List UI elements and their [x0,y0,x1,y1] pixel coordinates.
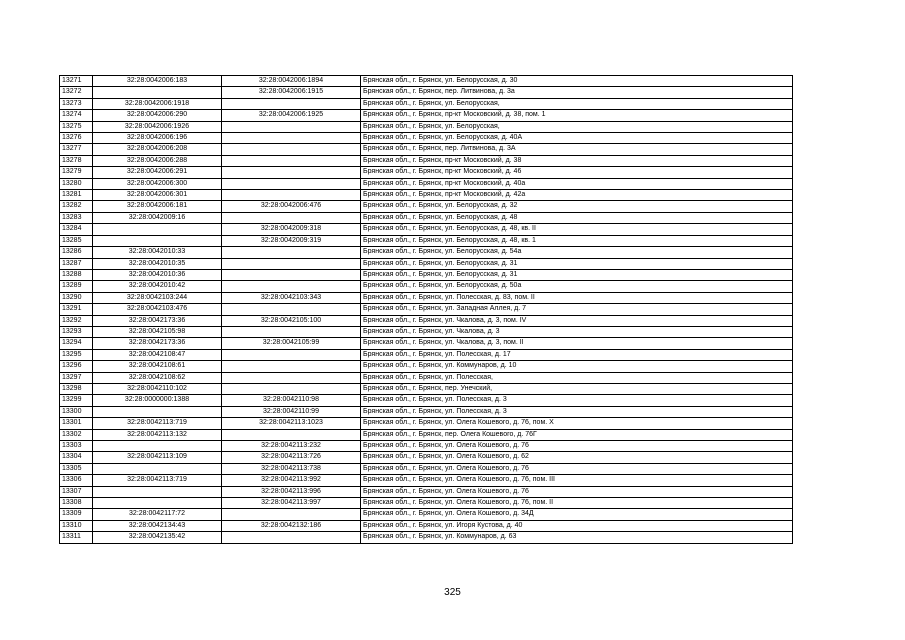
row-number-cell: 13305 [60,463,93,474]
cadastral-number-cell: 32:28:0042009:16 [93,212,222,223]
row-number-cell: 13272 [60,87,93,98]
cadastral-number-cell [93,441,222,452]
object-number-cell: 32:28:0042113:232 [222,441,361,452]
cadastral-number-cell: 32:28:0042173:36 [93,315,222,326]
cadastral-number-cell: 32:28:0042006:300 [93,178,222,189]
cadastral-number-cell: 32:28:0042108:61 [93,361,222,372]
address-cell: Брянская обл., г. Брянск, пр-кт Московский, д. 46 [361,167,793,178]
address-cell: Брянская обл., г. Брянск, пр-кт Московский, д. 40а [361,178,793,189]
object-number-cell: 32:28:0042113:726 [222,452,361,463]
address-cell: Брянская обл., г. Брянск, ул. Олега Кошевого, д. 76, пом. II [361,498,793,509]
cadastral-number-cell [93,498,222,509]
cadastral-number-cell [93,87,222,98]
object-number-cell [222,304,361,315]
address-cell: Брянская обл., г. Брянск, ул. Игоря Кустова, д. 40 [361,520,793,531]
cadastral-number-cell: 32:28:0042173:36 [93,338,222,349]
cadastral-number-cell: 32:28:0042113:132 [93,429,222,440]
row-number-cell: 13289 [60,281,93,292]
address-cell: Брянская обл., г. Брянск, пер. Олега Кошевого, д. 76Г [361,429,793,440]
row-number-cell: 13306 [60,475,93,486]
address-cell: Брянская обл., г. Брянск, ул. Белорусская, д. 31 [361,269,793,280]
cadastral-number-cell [93,463,222,474]
table-row [60,383,793,394]
page-number: 325 [444,587,461,598]
row-number-cell: 13304 [60,452,93,463]
address-cell: Брянская обл., г. Брянск, ул. Белорусская, д. 48 [361,212,793,223]
row-number-cell: 13291 [60,304,93,315]
object-number-cell [222,532,361,543]
address-cell: Брянская обл., г. Брянск, ул. Белорусская, [361,98,793,109]
table-row [60,315,793,326]
cadastral-number-cell: 32:28:0042103:476 [93,304,222,315]
table-row [60,76,793,87]
cadastral-number-cell: 32:28:0042010:36 [93,269,222,280]
cadastral-number-cell: 32:28:0042113:719 [93,418,222,429]
row-number-cell: 13278 [60,155,93,166]
table-row [60,361,793,372]
table-body [60,76,793,544]
address-cell: Брянская обл., г. Брянск, пр-кт Московский, д. 38, пом. 1 [361,110,793,121]
cadastral-number-cell: 32:28:0042113:719 [93,475,222,486]
table-row [60,326,793,337]
cadastral-number-cell: 32:28:0042134:43 [93,520,222,531]
table-row [60,144,793,155]
cadastral-number-cell: 32:28:0042006:291 [93,167,222,178]
address-cell: Брянская обл., г. Брянск, ул. Коммунаров, д. 10 [361,361,793,372]
object-number-cell: 32:28:0042006:1915 [222,87,361,98]
table-row [60,463,793,474]
table-row [60,269,793,280]
row-number-cell: 13288 [60,269,93,280]
cadastral-number-cell: 32:28:0042006:183 [93,76,222,87]
address-cell: Брянская обл., г. Брянск, ул. Западная Аллея, д. 7 [361,304,793,315]
address-cell: Брянская обл., г. Брянск, пр-кт Московский, д. 38 [361,155,793,166]
object-number-cell: 32:28:0042110:98 [222,395,361,406]
address-cell: Брянская обл., г. Брянск, ул. Чкалова, д. 3, пом. IV [361,315,793,326]
table-row [60,87,793,98]
object-number-cell [222,212,361,223]
row-number-cell: 13284 [60,224,93,235]
object-number-cell [222,178,361,189]
object-number-cell: 32:28:0042113:997 [222,498,361,509]
row-number-cell: 13301 [60,418,93,429]
address-cell: Брянская обл., г. Брянск, ул. Олега Кошевого, д. 76 [361,486,793,497]
table-row [60,452,793,463]
cadastral-number-cell: 32:28:0042010:42 [93,281,222,292]
address-cell: Брянская обл., г. Брянск, ул. Олега Кошевого, д. 76, пом. Х [361,418,793,429]
row-number-cell: 13310 [60,520,93,531]
address-cell: Брянская обл., г. Брянск, ул. Белорусская, д. 48, кв. II [361,224,793,235]
address-cell: Брянская обл., г. Брянск, ул. Полесская, д. 17 [361,349,793,360]
address-cell: Брянская обл., г. Брянск, ул. Белорусская, д. 40А [361,133,793,144]
address-cell: Брянская обл., г. Брянск, ул. Олега Кошевого, д. 76 [361,463,793,474]
address-cell: Брянская обл., г. Брянск, пр-кт Московский, д. 42а [361,190,793,201]
object-number-cell: 32:28:0042006:1925 [222,110,361,121]
object-number-cell [222,281,361,292]
cadastral-number-cell: 32:28:0000000:1388 [93,395,222,406]
object-number-cell [222,167,361,178]
row-number-cell: 13296 [60,361,93,372]
row-number-cell: 13309 [60,509,93,520]
cadastral-number-cell: 32:28:0042006:181 [93,201,222,212]
address-cell: Брянская обл., г. Брянск, ул. Белорусская, [361,121,793,132]
row-number-cell: 13281 [60,190,93,201]
cadastral-number-cell: 32:28:0042135:42 [93,532,222,543]
cadastral-number-cell: 32:28:0042113:109 [93,452,222,463]
cadastral-number-cell [93,406,222,417]
address-cell: Брянская обл., г. Брянск, ул. Белорусская, д. 50а [361,281,793,292]
table-row [60,349,793,360]
row-number-cell: 13276 [60,133,93,144]
object-number-cell: 32:28:0042006:1894 [222,76,361,87]
row-number-cell: 13287 [60,258,93,269]
address-cell: Брянская обл., г. Брянск, ул. Белорусская, д. 31 [361,258,793,269]
object-number-cell [222,155,361,166]
row-number-cell: 13294 [60,338,93,349]
row-number-cell: 13279 [60,167,93,178]
row-number-cell: 13293 [60,326,93,337]
table-row [60,190,793,201]
table-row [60,338,793,349]
address-cell: Брянская обл., г. Брянск, ул. Полесская, д. 3 [361,406,793,417]
row-number-cell: 13307 [60,486,93,497]
address-cell: Брянская обл., г. Брянск, ул. Олега Кошевого, д. 34Д [361,509,793,520]
cadastral-number-cell: 32:28:0042010:33 [93,247,222,258]
cadastral-number-cell: 32:28:0042010:35 [93,258,222,269]
cadastral-number-cell: 32:28:0042103:244 [93,292,222,303]
row-number-cell: 13292 [60,315,93,326]
object-number-cell: 32:28:0042113:996 [222,486,361,497]
table-row [60,224,793,235]
table-row [60,429,793,440]
cadastral-number-cell: 32:28:0042108:62 [93,372,222,383]
object-number-cell: 32:28:0042105:99 [222,338,361,349]
table-row [60,110,793,121]
row-number-cell: 13300 [60,406,93,417]
object-number-cell [222,361,361,372]
row-number-cell: 13302 [60,429,93,440]
table-row [60,372,793,383]
object-number-cell [222,383,361,394]
table-row [60,520,793,531]
object-number-cell [222,349,361,360]
table-row [60,258,793,269]
row-number-cell: 13277 [60,144,93,155]
address-cell: Брянская обл., г. Брянск, пер. Литвинова, д. 3А [361,144,793,155]
address-cell: Брянская обл., г. Брянск, ул. Белорусская, д. 30 [361,76,793,87]
object-number-cell: 32:28:0042113:992 [222,475,361,486]
table-row [60,441,793,452]
row-number-cell: 13311 [60,532,93,543]
object-number-cell [222,269,361,280]
object-number-cell: 32:28:0042113:738 [222,463,361,474]
object-number-cell [222,509,361,520]
address-cell: Брянская обл., г. Брянск, ул. Олега Кошевого, д. 62 [361,452,793,463]
object-number-cell: 32:28:0042009:318 [222,224,361,235]
table-row [60,418,793,429]
row-number-cell: 13290 [60,292,93,303]
table-row [60,247,793,258]
object-number-cell [222,326,361,337]
table-row [60,292,793,303]
row-number-cell: 13299 [60,395,93,406]
cadastral-number-cell: 32:28:0042110:102 [93,383,222,394]
table-row [60,475,793,486]
table-row [60,509,793,520]
table-row [60,121,793,132]
row-number-cell: 13271 [60,76,93,87]
table-row [60,395,793,406]
object-number-cell [222,258,361,269]
address-cell: Брянская обл., г. Брянск, ул. Белорусская, д. 54а [361,247,793,258]
address-cell: Брянская обл., г. Брянск, ул. Чкалова, д. 3 [361,326,793,337]
row-number-cell: 13273 [60,98,93,109]
row-number-cell: 13286 [60,247,93,258]
table-row [60,98,793,109]
address-cell: Брянская обл., г. Брянск, ул. Полесская, [361,372,793,383]
address-cell: Брянская обл., г. Брянск, ул. Коммунаров, д. 63 [361,532,793,543]
table-row [60,167,793,178]
row-number-cell: 13303 [60,441,93,452]
object-number-cell: 32:28:0042113:1023 [222,418,361,429]
address-cell: Брянская обл., г. Брянск, пер. Унечский, [361,383,793,394]
cadastral-number-cell: 32:28:0042006:1918 [93,98,222,109]
object-number-cell [222,121,361,132]
row-number-cell: 13308 [60,498,93,509]
cadastral-number-cell: 32:28:0042006:290 [93,110,222,121]
table-row [60,235,793,246]
cadastral-number-cell: 32:28:0042006:208 [93,144,222,155]
table-row [60,212,793,223]
cadastral-number-cell: 32:28:0042117:72 [93,509,222,520]
row-number-cell: 13282 [60,201,93,212]
address-cell: Брянская обл., г. Брянск, ул. Чкалова, д. 3, пом. II [361,338,793,349]
table-row [60,498,793,509]
row-number-cell: 13274 [60,110,93,121]
object-number-cell [222,429,361,440]
object-number-cell [222,247,361,258]
row-number-cell: 13295 [60,349,93,360]
cadastral-table [59,75,793,544]
cadastral-number-cell: 32:28:0042006:288 [93,155,222,166]
address-cell: Брянская обл., г. Брянск, ул. Олега Кошевого, д. 76 [361,441,793,452]
address-cell: Брянская обл., г. Брянск, ул. Белорусская, д. 32 [361,201,793,212]
object-number-cell [222,144,361,155]
cadastral-number-cell: 32:28:0042006:1926 [93,121,222,132]
table-row [60,532,793,543]
object-number-cell: 32:28:0042105:100 [222,315,361,326]
object-number-cell: 32:28:0042009:319 [222,235,361,246]
row-number-cell: 13280 [60,178,93,189]
object-number-cell: 32:28:0042110:99 [222,406,361,417]
table-row [60,304,793,315]
table-row [60,155,793,166]
row-number-cell: 13283 [60,212,93,223]
object-number-cell [222,133,361,144]
table-row [60,486,793,497]
table-row [60,133,793,144]
row-number-cell: 13298 [60,383,93,394]
cadastral-number-cell: 32:28:0042006:196 [93,133,222,144]
object-number-cell: 32:28:0042103:343 [222,292,361,303]
address-cell: Брянская обл., г. Брянск, ул. Белорусская, д. 48, кв. 1 [361,235,793,246]
table-row [60,201,793,212]
address-cell: Брянская обл., г. Брянск, ул. Полесская, д. 83, пом. II [361,292,793,303]
object-number-cell [222,98,361,109]
cadastral-number-cell [93,486,222,497]
cadastral-number-cell: 32:28:0042105:98 [93,326,222,337]
row-number-cell: 13297 [60,372,93,383]
table-row [60,406,793,417]
table-row [60,281,793,292]
object-number-cell [222,190,361,201]
cadastral-number-cell [93,235,222,246]
address-cell: Брянская обл., г. Брянск, пер. Литвинова, д. 3а [361,87,793,98]
object-number-cell [222,372,361,383]
object-number-cell: 32:28:0042132:186 [222,520,361,531]
object-number-cell: 32:28:0042006:476 [222,201,361,212]
row-number-cell: 13275 [60,121,93,132]
address-cell: Брянская обл., г. Брянск, ул. Олега Кошевого, д. 76, пом. III [361,475,793,486]
table-row [60,178,793,189]
cadastral-number-cell: 32:28:0042108:47 [93,349,222,360]
address-cell: Брянская обл., г. Брянск, ул. Полесская, д. 3 [361,395,793,406]
cadastral-number-cell [93,224,222,235]
cadastral-number-cell: 32:28:0042006:301 [93,190,222,201]
row-number-cell: 13285 [60,235,93,246]
